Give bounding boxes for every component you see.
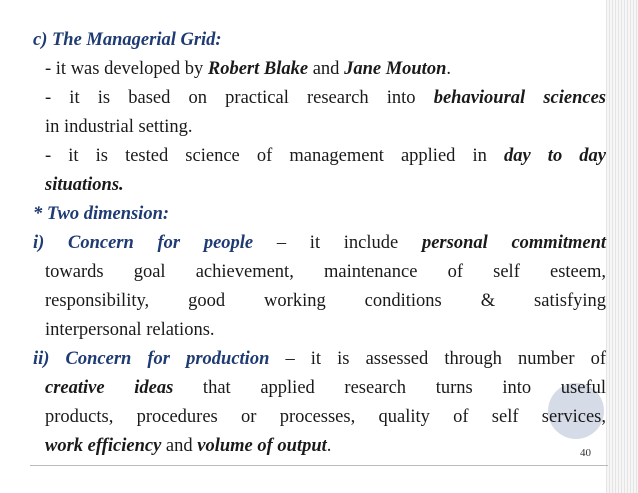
concern-people-line1 xyxy=(33,229,606,258)
bottom-rule xyxy=(30,465,608,466)
text: - it is tested science of management applied in xyxy=(45,146,504,166)
name-jane-mouton: Jane Mouton xyxy=(344,59,447,79)
concern-people-label: i) Concern for people xyxy=(33,233,254,253)
concern-people-line2: towards goal achievement, maintenance of self esteem, xyxy=(45,262,606,282)
emphasis-work-efficiency: work efficiency xyxy=(45,436,162,456)
emphasis-personal-commitment: personal commitment xyxy=(421,233,606,253)
emphasis-creative-ideas: creative ideas xyxy=(45,378,174,398)
concern-production-line2 xyxy=(33,374,606,403)
text: - it was developed by xyxy=(45,59,208,79)
concern-people-line3: responsibility, good working conditions & satisfying xyxy=(45,291,606,311)
text: . xyxy=(446,59,451,79)
text: and xyxy=(308,59,345,79)
emphasis-behavioural-sciences: behavioural sciences xyxy=(433,88,606,108)
decorative-stripes xyxy=(606,0,638,493)
subheading-two-dimension: * Two dimension: xyxy=(33,204,170,224)
emphasis-volume-of-output: volume of output xyxy=(197,436,327,456)
text: – it is assessed through number of xyxy=(269,349,606,369)
bullet-research-line1 xyxy=(33,84,606,113)
bullet-developed-by xyxy=(33,55,606,84)
emphasis-day-to-day: day to day xyxy=(504,146,607,166)
text: . xyxy=(326,436,332,456)
concern-production-line1 xyxy=(33,345,606,374)
slide-content xyxy=(33,26,606,461)
text: and xyxy=(161,436,198,456)
bullet-tested-line2: situations. xyxy=(45,175,124,195)
concern-production-label: ii) Concern for production xyxy=(33,349,270,369)
concern-production-line3: products, procedures or processes, quality of self services, xyxy=(45,407,606,427)
text: – it include xyxy=(253,233,422,253)
concern-production-line4 xyxy=(33,432,606,461)
text: - it is based on practical research into xyxy=(45,88,434,108)
name-robert-blake: Robert Blake xyxy=(207,59,309,79)
page-number: 40 xyxy=(580,447,591,459)
bullet-research-line2: in industrial setting. xyxy=(45,117,193,137)
section-heading: c) The Managerial Grid: xyxy=(33,30,222,50)
bullet-tested-line1 xyxy=(33,142,606,171)
concern-people-line4: interpersonal relations. xyxy=(45,320,215,340)
text: that applied research turns into useful xyxy=(173,378,606,398)
